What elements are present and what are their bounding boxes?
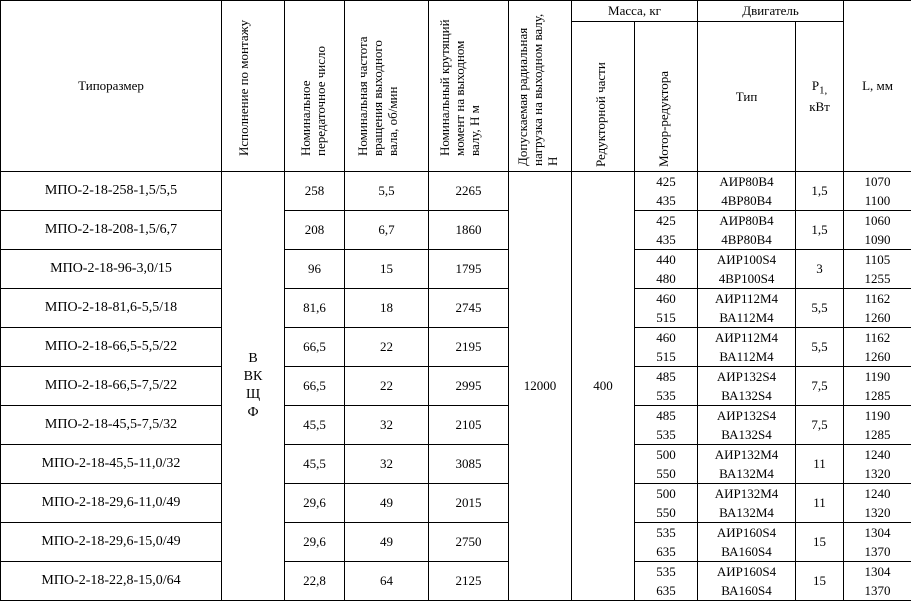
cell-length-top: 1240	[844, 484, 911, 504]
table-row	[1, 445, 911, 465]
cell-length-bottom: 1090	[844, 230, 911, 250]
cell-power: 7,5	[796, 406, 844, 445]
cell-ratio: 22,8	[285, 562, 345, 601]
cell-mass-bottom: 535	[635, 386, 698, 406]
header-mounting: Исполнение по монтажу	[222, 1, 285, 172]
cell-model: МПО-2-18-96-3,0/15	[1, 250, 222, 289]
cell-torque: 2265	[429, 172, 509, 211]
cell-power: 3	[796, 250, 844, 289]
cell-mass-top: 500	[635, 445, 698, 465]
cell-engine-bottom: ВА112М4	[698, 347, 796, 367]
cell-torque: 2195	[429, 328, 509, 367]
cell-length-top: 1304	[844, 562, 911, 582]
cell-mass-bottom: 550	[635, 503, 698, 523]
table-row	[1, 523, 911, 543]
header-power: $P_{1,}$ кВт	[796, 22, 844, 172]
cell-power: 15	[796, 562, 844, 601]
header-mass-reducer: Редукторной части	[572, 22, 635, 172]
cell-power: 11	[796, 484, 844, 523]
cell-model: МПО-2-18-208-1,5/6,7	[1, 211, 222, 250]
cell-model: МПО-2-18-81,6-5,5/18	[1, 289, 222, 328]
cell-length-top: 1105	[844, 250, 911, 270]
cell-model: МПО-2-18-22,8-15,0/64	[1, 562, 222, 601]
cell-mass-bottom: 635	[635, 581, 698, 601]
cell-length-bottom: 1370	[844, 542, 911, 562]
cell-reducer-mass: 400	[572, 172, 635, 601]
cell-mass-top: 460	[635, 289, 698, 309]
cell-speed: 5,5	[345, 172, 429, 211]
table-row	[1, 367, 911, 387]
cell-mass-top: 460	[635, 328, 698, 348]
cell-length-bottom: 1100	[844, 191, 911, 211]
table-row	[1, 484, 911, 504]
cell-mass-bottom: 515	[635, 308, 698, 328]
cell-speed: 32	[345, 406, 429, 445]
cell-length-bottom: 1255	[844, 269, 911, 289]
cell-torque: 2995	[429, 367, 509, 406]
header-length: L, мм	[844, 1, 911, 172]
cell-radial-load: 12000	[509, 172, 572, 601]
table-row	[1, 211, 911, 231]
cell-mass-top: 425	[635, 172, 698, 192]
table-row	[1, 406, 911, 426]
cell-length-bottom: 1320	[844, 503, 911, 523]
cell-mass-top: 440	[635, 250, 698, 270]
cell-ratio: 29,6	[285, 523, 345, 562]
header-mass-motor-reducer: Мотор-редуктора	[635, 22, 698, 172]
table-row	[1, 250, 911, 270]
cell-length-top: 1240	[844, 445, 911, 465]
cell-length-top: 1060	[844, 211, 911, 231]
cell-torque: 1860	[429, 211, 509, 250]
table-row	[1, 562, 911, 582]
cell-engine-top: АИР132М4	[698, 445, 796, 465]
cell-length-bottom: 1320	[844, 464, 911, 484]
cell-speed: 49	[345, 523, 429, 562]
cell-length-bottom: 1260	[844, 347, 911, 367]
cell-length-bottom: 1285	[844, 425, 911, 445]
cell-model: МПО-2-18-45,5-11,0/32	[1, 445, 222, 484]
cell-speed: 32	[345, 445, 429, 484]
cell-engine-bottom: ВА132М4	[698, 503, 796, 523]
cell-ratio: 66,5	[285, 328, 345, 367]
cell-mass-top: 485	[635, 406, 698, 426]
cell-engine-bottom: ВА160S4	[698, 581, 796, 601]
header-radial-load: Допускаемая радиальная нагрузка на выходном валу, Н	[509, 1, 572, 172]
cell-engine-top: АИР80В4	[698, 172, 796, 192]
cell-power: 5,5	[796, 328, 844, 367]
cell-model: МПО-2-18-29,6-15,0/49	[1, 523, 222, 562]
cell-engine-bottom: ВА160S4	[698, 542, 796, 562]
cell-model: МПО-2-18-29,6-11,0/49	[1, 484, 222, 523]
cell-model: МПО-2-18-66,5-5,5/22	[1, 328, 222, 367]
header-speed: Номинальная частота вращения выходного вала, об/мин	[345, 1, 429, 172]
cell-length-top: 1190	[844, 406, 911, 426]
cell-model: МПО-2-18-258-1,5/5,5	[1, 172, 222, 211]
header-torque: Номинальный крутящий момент на выходном валу, Н м	[429, 1, 509, 172]
cell-length-top: 1190	[844, 367, 911, 387]
cell-power: 7,5	[796, 367, 844, 406]
cell-engine-top: АИР132М4	[698, 484, 796, 504]
header-engine: Двигатель	[698, 1, 844, 22]
cell-power: 11	[796, 445, 844, 484]
cell-ratio: 29,6	[285, 484, 345, 523]
cell-mass-bottom: 550	[635, 464, 698, 484]
cell-model: МПО-2-18-45,5-7,5/32	[1, 406, 222, 445]
cell-engine-bottom: 4ВР80В4	[698, 230, 796, 250]
cell-engine-bottom: 4ВР100S4	[698, 269, 796, 289]
cell-length-top: 1070	[844, 172, 911, 192]
table-row	[1, 172, 911, 192]
cell-engine-top: АИР132S4	[698, 406, 796, 426]
cell-speed: 22	[345, 367, 429, 406]
cell-speed: 18	[345, 289, 429, 328]
cell-length-bottom: 1370	[844, 581, 911, 601]
header-ratio: Номинальное передаточное число	[285, 1, 345, 172]
cell-model: МПО-2-18-66,5-7,5/22	[1, 367, 222, 406]
cell-speed: 64	[345, 562, 429, 601]
mounting-option: ВК	[243, 369, 263, 384]
cell-mass-top: 425	[635, 211, 698, 231]
cell-speed: 22	[345, 328, 429, 367]
cell-mass-top: 500	[635, 484, 698, 504]
mounting-option: Щ	[245, 387, 261, 402]
cell-power: 1,5	[796, 172, 844, 211]
cell-mass-top: 485	[635, 367, 698, 387]
cell-length-bottom: 1260	[844, 308, 911, 328]
cell-engine-top: АИР112М4	[698, 289, 796, 309]
cell-ratio: 66,5	[285, 367, 345, 406]
cell-mass-bottom: 635	[635, 542, 698, 562]
cell-engine-top: АИР132S4	[698, 367, 796, 387]
cell-speed: 15	[345, 250, 429, 289]
cell-mounting	[222, 172, 285, 601]
cell-engine-top: АИР100S4	[698, 250, 796, 270]
cell-torque: 3085	[429, 445, 509, 484]
table-row	[1, 289, 911, 309]
cell-power: 15	[796, 523, 844, 562]
cell-ratio: 258	[285, 172, 345, 211]
cell-mass-bottom: 535	[635, 425, 698, 445]
cell-mass-bottom: 435	[635, 230, 698, 250]
cell-power: 1,5	[796, 211, 844, 250]
header-engine-type: Тип	[698, 22, 796, 172]
cell-engine-top: АИР112М4	[698, 328, 796, 348]
cell-engine-bottom: ВА132М4	[698, 464, 796, 484]
cell-speed: 6,7	[345, 211, 429, 250]
cell-torque: 2750	[429, 523, 509, 562]
cell-mass-bottom: 515	[635, 347, 698, 367]
cell-torque: 2745	[429, 289, 509, 328]
cell-engine-top: АИР160S4	[698, 562, 796, 582]
header-mass: Масса, кг	[572, 1, 698, 22]
cell-engine-bottom: ВА112М4	[698, 308, 796, 328]
cell-engine-bottom: ВА132S4	[698, 425, 796, 445]
cell-torque: 2125	[429, 562, 509, 601]
cell-engine-bottom: ВА132S4	[698, 386, 796, 406]
header-type: Типоразмер	[1, 1, 222, 172]
cell-engine-top: АИР160S4	[698, 523, 796, 543]
cell-mass-top: 535	[635, 523, 698, 543]
cell-length-top: 1162	[844, 328, 911, 348]
table-row	[1, 328, 911, 348]
cell-ratio: 96	[285, 250, 345, 289]
cell-torque: 2105	[429, 406, 509, 445]
cell-ratio: 45,5	[285, 406, 345, 445]
cell-mass-bottom: 480	[635, 269, 698, 289]
cell-mass-top: 535	[635, 562, 698, 582]
cell-length-top: 1162	[844, 289, 911, 309]
cell-torque: 1795	[429, 250, 509, 289]
cell-length-top: 1304	[844, 523, 911, 543]
cell-ratio: 208	[285, 211, 345, 250]
cell-length-bottom: 1285	[844, 386, 911, 406]
mounting-option: В	[248, 351, 258, 366]
cell-mass-bottom: 435	[635, 191, 698, 211]
cell-speed: 49	[345, 484, 429, 523]
cell-ratio: 81,6	[285, 289, 345, 328]
cell-torque: 2015	[429, 484, 509, 523]
cell-ratio: 45,5	[285, 445, 345, 484]
cell-power: 5,5	[796, 289, 844, 328]
cell-engine-top: АИР80В4	[698, 211, 796, 231]
mounting-option: Ф	[247, 405, 259, 420]
cell-engine-bottom: 4ВР80В4	[698, 191, 796, 211]
